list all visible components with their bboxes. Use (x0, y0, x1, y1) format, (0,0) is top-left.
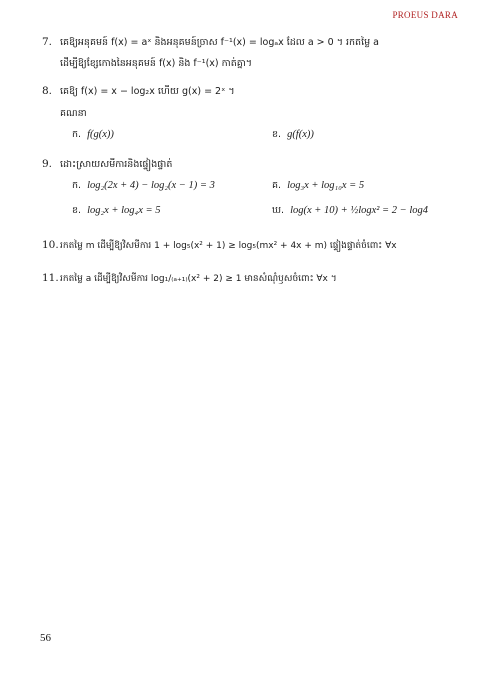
sub-question-b (72, 205, 262, 218)
sub-label: ខ. (72, 204, 82, 216)
problem-7 (42, 36, 460, 69)
sub-question-a (72, 180, 262, 193)
sub-question-d (272, 205, 460, 218)
instruction-text: គណនា (60, 107, 87, 119)
problem-9 (42, 158, 460, 218)
problem-text: រកតម្លៃ a ដើម្បីឱ្យវិសមីការ log₁/₍ₐ₊₁₎(x² + 2) ≥ 1 មានសំណុំឫសចំពោះ ∀x ។ (60, 274, 337, 285)
problem-10 (42, 239, 460, 252)
sub-question-b (272, 129, 460, 142)
sub-label: ឃ. (272, 204, 285, 216)
problem-text: រកតម្លៃ m ដើម្បីឱ្យវិសមីការ 1 + log₅(x² + 1) ≥ log₅(mx² + 4x + m) ផ្ទៀងផ្ទាត់ចំពោះ ∀x (60, 241, 397, 252)
sub-label: ខ. (272, 128, 282, 140)
page-content (42, 36, 460, 285)
problem-title: ដោះស្រាយសមីការនិងផ្ទៀងផ្ទាត់ (60, 158, 173, 170)
problem-8 (42, 85, 460, 142)
problem-text: ដើម្បីឱ្យខ្សែកោងនៃអនុគមន៍ f(x) និង f⁻¹(x) កាត់គ្នា។ (60, 57, 253, 69)
math-expression: log₃x + log₁₀x = 5 (287, 180, 365, 192)
sub-label: ក. (72, 180, 82, 192)
page-number: 56 (40, 632, 51, 644)
math-expression: log(x + 10) + ½logx² = 2 − log4 (290, 204, 429, 216)
sub-label: ក. (72, 128, 82, 140)
header-tag: PROEUS DARA (392, 10, 458, 20)
problem-text: គេឱ្យអនុគមន៍ f(x) = aˣ និងអនុគមន៍ច្រាស f⁻¹(x) = logₐx ដែល a > 0 ។ រកតម្លៃ a (60, 37, 379, 48)
problem-number: 8. (42, 84, 53, 97)
problem-number: 9. (42, 157, 53, 170)
sub-question-c (272, 180, 460, 193)
problem-number: 10. (42, 239, 59, 252)
math-expression: log₂(2x + 4) − log₂(x − 1) = 3 (87, 180, 215, 192)
problem-number: 11. (42, 272, 59, 285)
math-expression: f(g(x)) (87, 128, 114, 140)
problem-number: 7. (42, 36, 53, 48)
sub-question-a (72, 129, 262, 142)
problem-text: គេឱ្យ f(x) = x − log₂x ហើយ g(x) = 2ˣ ។ (60, 85, 235, 97)
math-expression: g(f(x)) (287, 128, 314, 140)
sub-label: គ. (272, 180, 282, 192)
problem-11 (42, 272, 460, 285)
math-expression: log₂x + log₄x = 5 (87, 204, 161, 216)
